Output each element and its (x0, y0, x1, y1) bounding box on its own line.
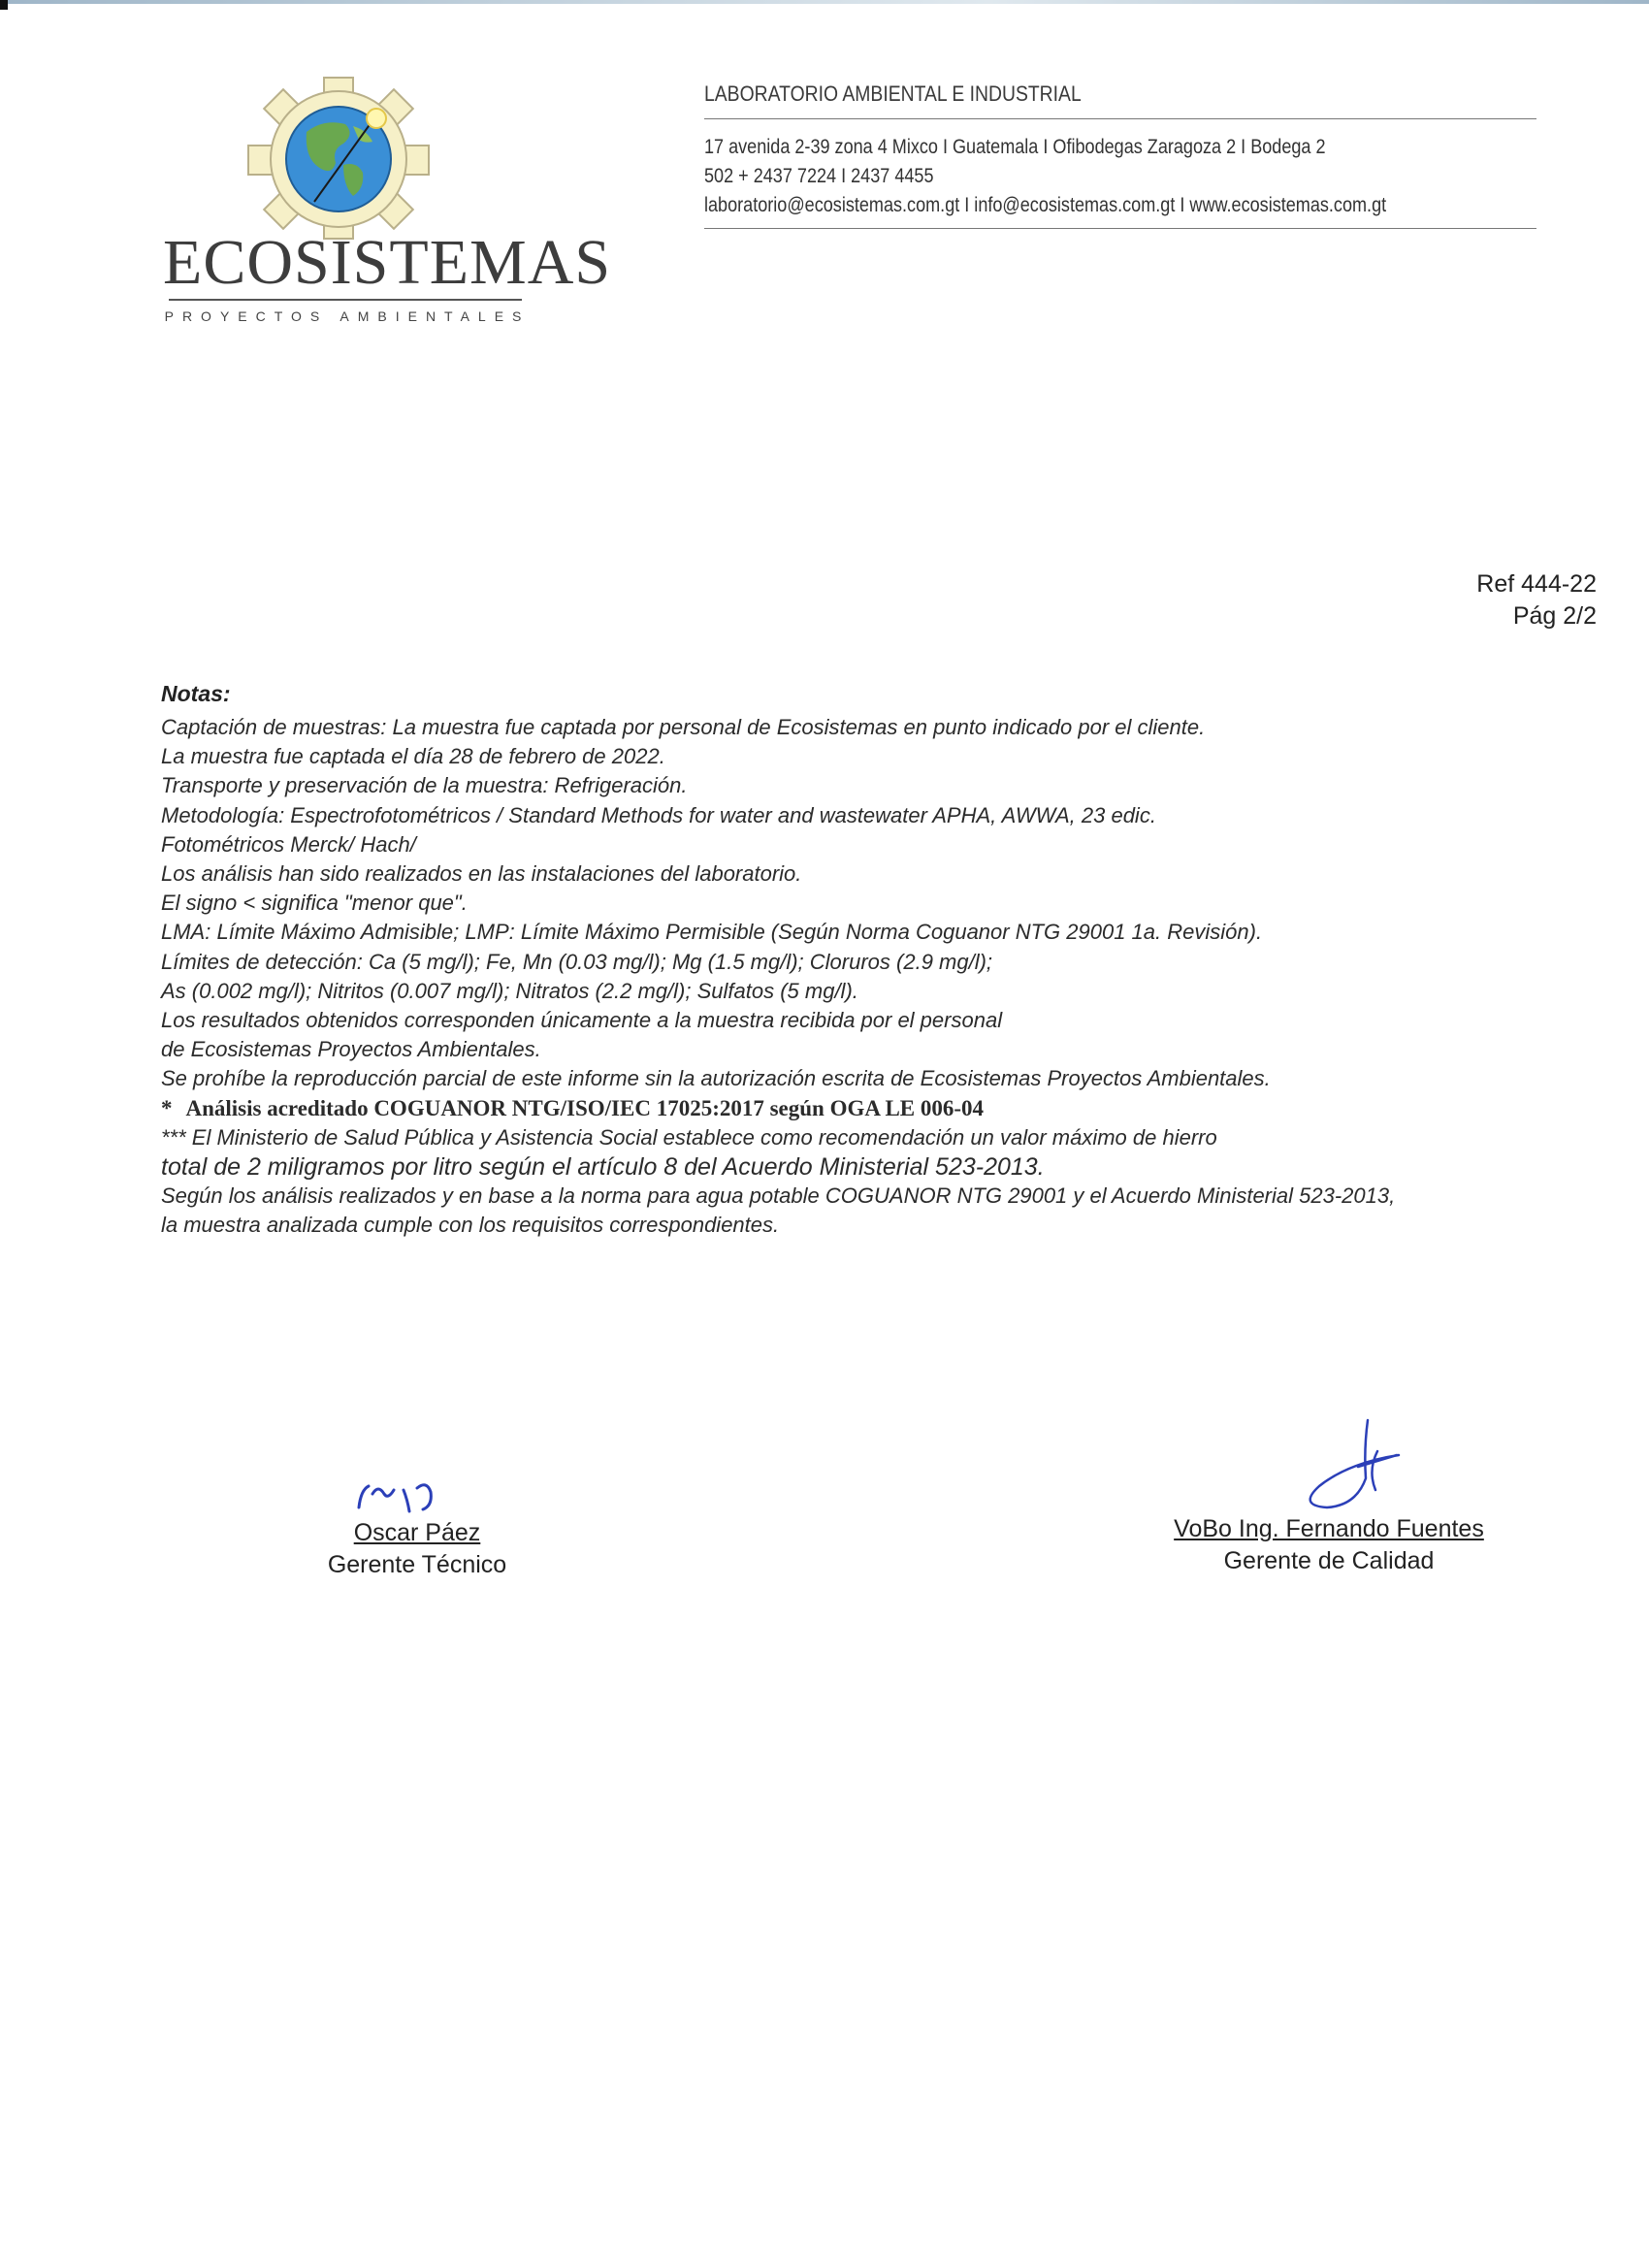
ministry-note-cont: total de 2 miligramos por litro según el artículo 8 del Acuerdo Ministerial 523-2013. (161, 1153, 1045, 1182)
reference-number: Ref 444-22 (1476, 570, 1597, 598)
brand-underline (169, 299, 522, 301)
notes-section (161, 681, 1538, 1241)
lab-contact: laboratorio@ecosistemas.com.gt I info@ecosistemas.com.gt I www.ecosistemas.com.gt (704, 194, 1387, 216)
conclusion-line: la muestra analizada cumple con los requisitos correspondientes. (161, 1213, 780, 1238)
signature-quality (1145, 1418, 1513, 1575)
conclusion-line: Según los análisis realizados y en base a la norma para agua potable COGUANOR NTG 29001 y el Acuerdo Ministerial 523-2013, (161, 1183, 1396, 1209)
lab-title: LABORATORIO AMBIENTAL E INDUSTRIAL (704, 81, 1082, 106)
ministry-note: *** El Ministerio de Salud Pública y Asistencia Social establece como recomendación un valor máximo de hierro (161, 1124, 1217, 1150)
note-line: Captación de muestras: La muestra fue captada por personal de Ecosistemas en punto indicado por el cliente. (161, 715, 1206, 739)
note-line: LMA: Límite Máximo Admisible; LMP: Límite Máximo Permisible (Según Norma Coguanor NTG 29001 1a. Revisión). (161, 920, 1263, 945)
handwritten-signature (340, 1465, 495, 1519)
accreditation-text: Análisis acreditado COGUANOR NTG/ISO/IEC 17025:2017 según OGA LE 006-04 (185, 1095, 985, 1120)
note-line: Límites de detección: Ca (5 mg/l); Fe, Mn (0.03 mg/l); Mg (1.5 mg/l); Cloruros (2.9 mg/l); (161, 949, 993, 974)
company-logo (163, 76, 612, 338)
scan-corner-mark (0, 0, 8, 10)
note-line: Metodología: Espectrofotométricos / Standard Methods for water and wastewater APHA, AWWA, 23 edic. (161, 802, 1156, 827)
gear-globe-icon (246, 76, 431, 241)
note-line: Fotométricos Merck/ Hach/ (161, 831, 416, 857)
handwritten-signature (1222, 1418, 1436, 1515)
note-line: El signo < significa "menor que". (161, 891, 468, 916)
signer-role: Gerente de Calidad (1223, 1547, 1435, 1574)
lab-address: 17 avenida 2-39 zona 4 Mixco I Guatemala I Ofibodegas Zaragoza 2 I Bodega 2 (704, 136, 1326, 158)
note-line: La muestra fue captada el día 28 de febrero de 2022. (161, 744, 665, 769)
note-line: Se prohíbe la reproducción parcial de este informe sin la autorización escrita de Ecosistemas Proyectos Ambientales. (161, 1066, 1271, 1091)
accreditation-note (161, 1094, 1538, 1123)
accreditation-asterisk: * (161, 1095, 173, 1120)
notes-title: Notas: (161, 681, 231, 706)
letterhead (704, 81, 1536, 229)
header-divider-bottom (704, 228, 1536, 229)
signer-role: Gerente Técnico (327, 1551, 507, 1578)
page-number: Pág 2/2 (1512, 602, 1597, 630)
signature-technical (291, 1465, 543, 1579)
scan-top-edge (0, 0, 1649, 4)
note-line: Los resultados obtenidos corresponden únicamente a la muestra recibida por el personal (161, 1008, 1003, 1033)
reference-block (1476, 568, 1597, 632)
brand-tagline: PROYECTOS AMBIENTALES (164, 308, 531, 324)
signer-name: Oscar Páez (353, 1519, 481, 1546)
note-line: de Ecosistemas Proyectos Ambientales. (161, 1037, 541, 1062)
note-line: Transporte y preservación de la muestra: Refrigeración. (161, 773, 688, 798)
brand-name: ECOSISTEMAS (163, 227, 612, 298)
note-line: As (0.002 mg/l); Nitritos (0.007 mg/l); Nitratos (2.2 mg/l); Sulfatos (5 mg/l). (161, 978, 858, 1003)
signer-name: VoBo Ing. Fernando Fuentes (1174, 1515, 1484, 1542)
header-divider (704, 118, 1536, 119)
lab-phones: 502 + 2437 7224 I 2437 4455 (704, 165, 934, 187)
note-line: Los análisis han sido realizados en las instalaciones del laboratorio. (161, 861, 802, 887)
